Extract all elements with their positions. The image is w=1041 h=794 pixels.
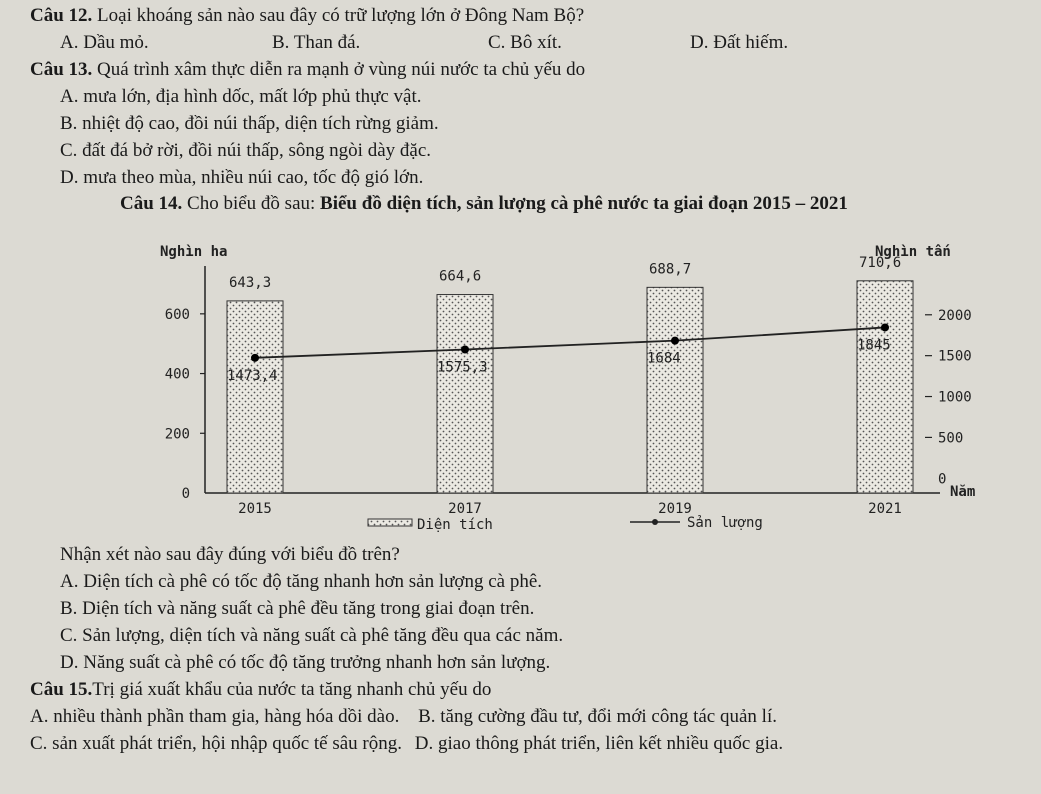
q13-option-b: B. nhiệt độ cao, đồi núi thấp, diện tích rừng giảm.	[60, 113, 439, 134]
area-bar-label: 688,7	[649, 261, 692, 278]
right-tick-label: 1500	[938, 348, 972, 365]
legend-line-marker	[652, 519, 658, 525]
q15-title: Câu 15.	[30, 679, 93, 700]
q13-option-d: D. mưa theo mùa, nhiều núi cao, tốc độ gió lớn.	[60, 167, 424, 188]
area-bar-label: 664,6	[439, 268, 482, 285]
q15-line	[30, 679, 491, 701]
q12-option-c: C. Bô xít.	[488, 32, 562, 53]
q14-title: Câu 14.	[120, 193, 183, 214]
production-label: 1473,4	[227, 367, 278, 384]
production-label: 1684	[647, 350, 681, 367]
q13-option-c: C. đất đá bở rời, đồi núi thấp, sông ngòi dày đặc.	[60, 140, 432, 161]
right-axis-unit: Nghìn tấn	[875, 244, 951, 260]
q15-option-d: D. giao thông phát triển, liên kết nhiều quốc gia.	[414, 733, 784, 754]
q14-option-c: C. Sản lượng, diện tích và năng suất cà phê tăng đều qua các năm.	[60, 625, 564, 646]
q15-option-b: B. tăng cường đầu tư, đổi mới công tác quản lí.	[418, 706, 777, 727]
production-point	[251, 354, 259, 362]
left-tick-label: 400	[164, 366, 190, 383]
right-tick-label: 0	[938, 471, 947, 488]
x-tick-label: 2021	[868, 501, 902, 517]
q14-option-a: A. Diện tích cà phê có tốc độ tăng nhanh hơn sản lượng cà phê.	[60, 571, 543, 592]
legend-bar-swatch	[368, 519, 412, 526]
x-axis-title: Năm	[950, 484, 976, 500]
left-axis	[165, 307, 205, 502]
production-point	[461, 346, 469, 354]
production-point	[671, 337, 679, 345]
right-tick-label: 2000	[938, 307, 972, 324]
left-tick-label: 600	[164, 306, 190, 323]
q14-option-b: B. Diện tích và năng suất cà phê đều tăng trong giai đoạn trên.	[60, 598, 535, 619]
area-bar-label: 710,6	[859, 254, 902, 271]
area-bar	[227, 301, 283, 493]
left-tick-label: 0	[181, 486, 190, 502]
q15-options-row2	[30, 733, 783, 755]
x-axis-labels	[238, 501, 902, 517]
right-axis	[925, 308, 972, 487]
q15-option-c: C. sản xuất phát triển, hội nhập quốc tế sâu rộng.	[30, 733, 403, 754]
x-tick-label: 2015	[238, 501, 272, 517]
q14-line	[120, 193, 848, 215]
area-bar	[857, 281, 913, 493]
q12-option-a: A. Dầu mỏ.	[60, 32, 149, 53]
q12-title: Câu 12.	[30, 5, 93, 26]
q15-option-a: A. nhiều thành phần tham gia, hàng hóa dồi dào.	[30, 706, 400, 727]
q13-text: Quá trình xâm thực diễn ra mạnh ở vùng núi nước ta chủ yếu do	[97, 59, 586, 80]
x-tick-label: 2019	[658, 501, 692, 517]
legend-area: Diện tích	[417, 517, 493, 533]
production-line	[255, 327, 885, 357]
production-label: 1575,3	[437, 359, 488, 376]
q12-option-d: D. Đất hiếm.	[690, 32, 789, 53]
q14-text: Cho biểu đồ sau:	[187, 193, 316, 214]
q14-option-d: D. Năng suất cà phê có tốc độ tăng trưởng nhanh hơn sản lượng.	[60, 652, 551, 673]
area-bars	[227, 255, 913, 493]
legend-production: Sản lượng	[687, 515, 763, 531]
q12-text: Loại khoáng sản nào sau đây có trữ lượng lớn ở Đông Nam Bộ?	[97, 5, 585, 26]
area-bar-label: 643,3	[229, 274, 272, 291]
left-tick-label: 200	[164, 426, 190, 443]
coffee-chart	[130, 238, 1010, 538]
q12-line	[30, 5, 584, 27]
left-axis-unit: Nghìn ha	[160, 244, 228, 260]
area-bar	[647, 287, 703, 493]
q13-line	[30, 59, 585, 81]
q15-options-row1	[30, 706, 777, 728]
q12-option-b: B. Than đá.	[272, 32, 361, 53]
right-tick-label: 500	[938, 430, 964, 447]
x-tick-label: 2017	[448, 501, 482, 517]
legend	[368, 515, 763, 533]
production-point	[881, 323, 889, 331]
q13-option-a: A. mưa lớn, địa hình dốc, mất lớp phủ thực vật.	[60, 86, 422, 107]
q13-title: Câu 13.	[30, 59, 93, 80]
q14-chart-title: Biểu đồ diện tích, sản lượng cà phê nước ta giai đoạn 2015 – 2021	[320, 193, 848, 214]
right-tick-label: 1000	[938, 389, 972, 406]
production-label: 1845	[857, 337, 891, 354]
area-bar	[437, 295, 493, 493]
q15-text: Trị giá xuất khẩu của nước ta tăng nhanh chủ yếu do	[92, 679, 492, 700]
q14-question: Nhận xét nào sau đây đúng với biểu đồ trên?	[60, 544, 400, 565]
